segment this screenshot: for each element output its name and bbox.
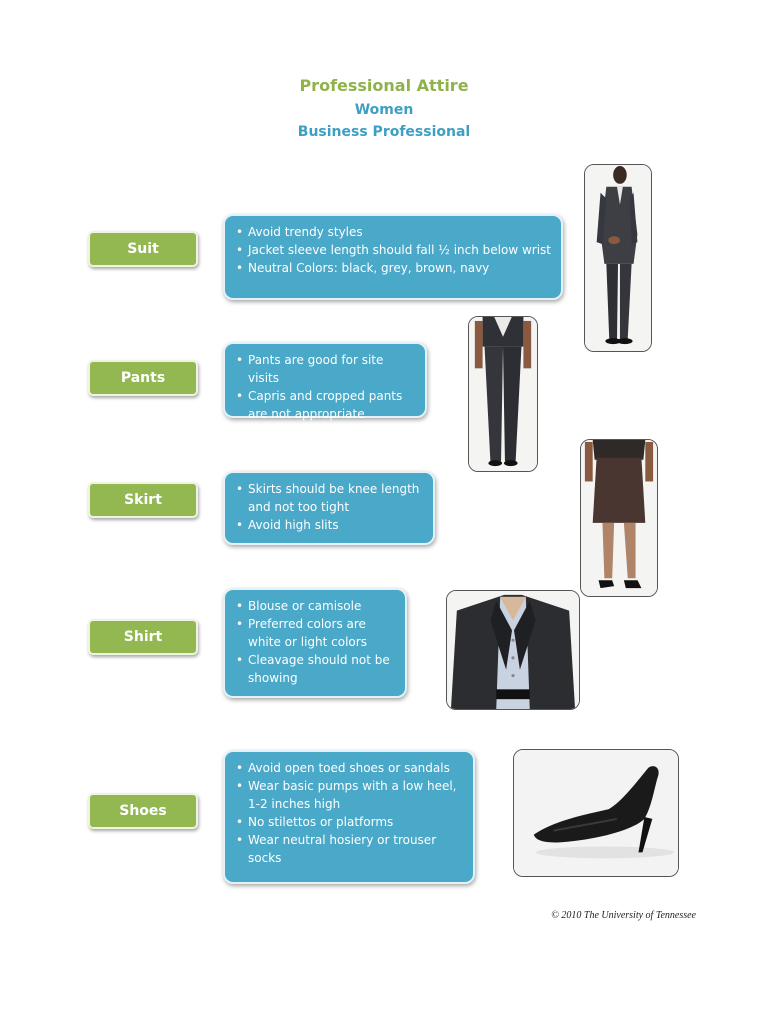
info-box-pants	[223, 342, 427, 421]
suit-bullet: • Jacket sleeve length should fall ½ inch below wrist	[235, 241, 551, 259]
pants-photo	[468, 316, 538, 472]
pants-bullet: • Pants are good for site visits	[235, 351, 415, 387]
skirt-bullet: • Skirts should be knee length and not too tight	[235, 480, 423, 516]
label-pants: Pants	[88, 360, 198, 396]
shirt-photo	[446, 590, 580, 710]
shoe-photo	[513, 749, 679, 877]
shirt-bullet: • Cleavage should not be showing	[235, 651, 395, 687]
label-suit: Suit	[88, 231, 198, 267]
shoes-bullet: • Avoid open toed shoes or sandals	[235, 759, 463, 777]
suit-photo	[584, 164, 652, 352]
suit-bullet: • Avoid trendy styles	[235, 223, 551, 241]
page-subtitle-category: Business Professional	[297, 124, 471, 140]
info-box-suit	[223, 214, 563, 300]
shoes-bullet: • Wear neutral hosiery or trouser socks	[235, 831, 463, 867]
info-box-skirt	[223, 471, 435, 545]
label-shirt: Shirt	[88, 619, 198, 655]
shirt-bullet: • Blouse or camisole	[235, 597, 395, 615]
skirt-photo	[580, 439, 658, 597]
page-title: Professional Attire	[299, 76, 469, 95]
label-skirt: Skirt	[88, 482, 198, 518]
copyright-notice: © 2010 The University of Tennessee	[551, 910, 696, 921]
shoes-bullet: • No stilettos or platforms	[235, 813, 463, 831]
suit-bullet: • Neutral Colors: black, grey, brown, navy	[235, 259, 551, 277]
shoes-bullet: • Wear basic pumps with a low heel, 1-2 inches high	[235, 777, 463, 813]
label-shoes: Shoes	[88, 793, 198, 829]
pants-bullet: • Capris and cropped pants are not appropriate	[235, 387, 415, 423]
info-box-shoes	[223, 750, 475, 884]
skirt-bullet: • Avoid high slits	[235, 516, 423, 534]
info-box-shirt	[223, 588, 407, 698]
page-subtitle-women: Women	[354, 102, 414, 118]
shirt-bullet: • Preferred colors are white or light colors	[235, 615, 395, 651]
